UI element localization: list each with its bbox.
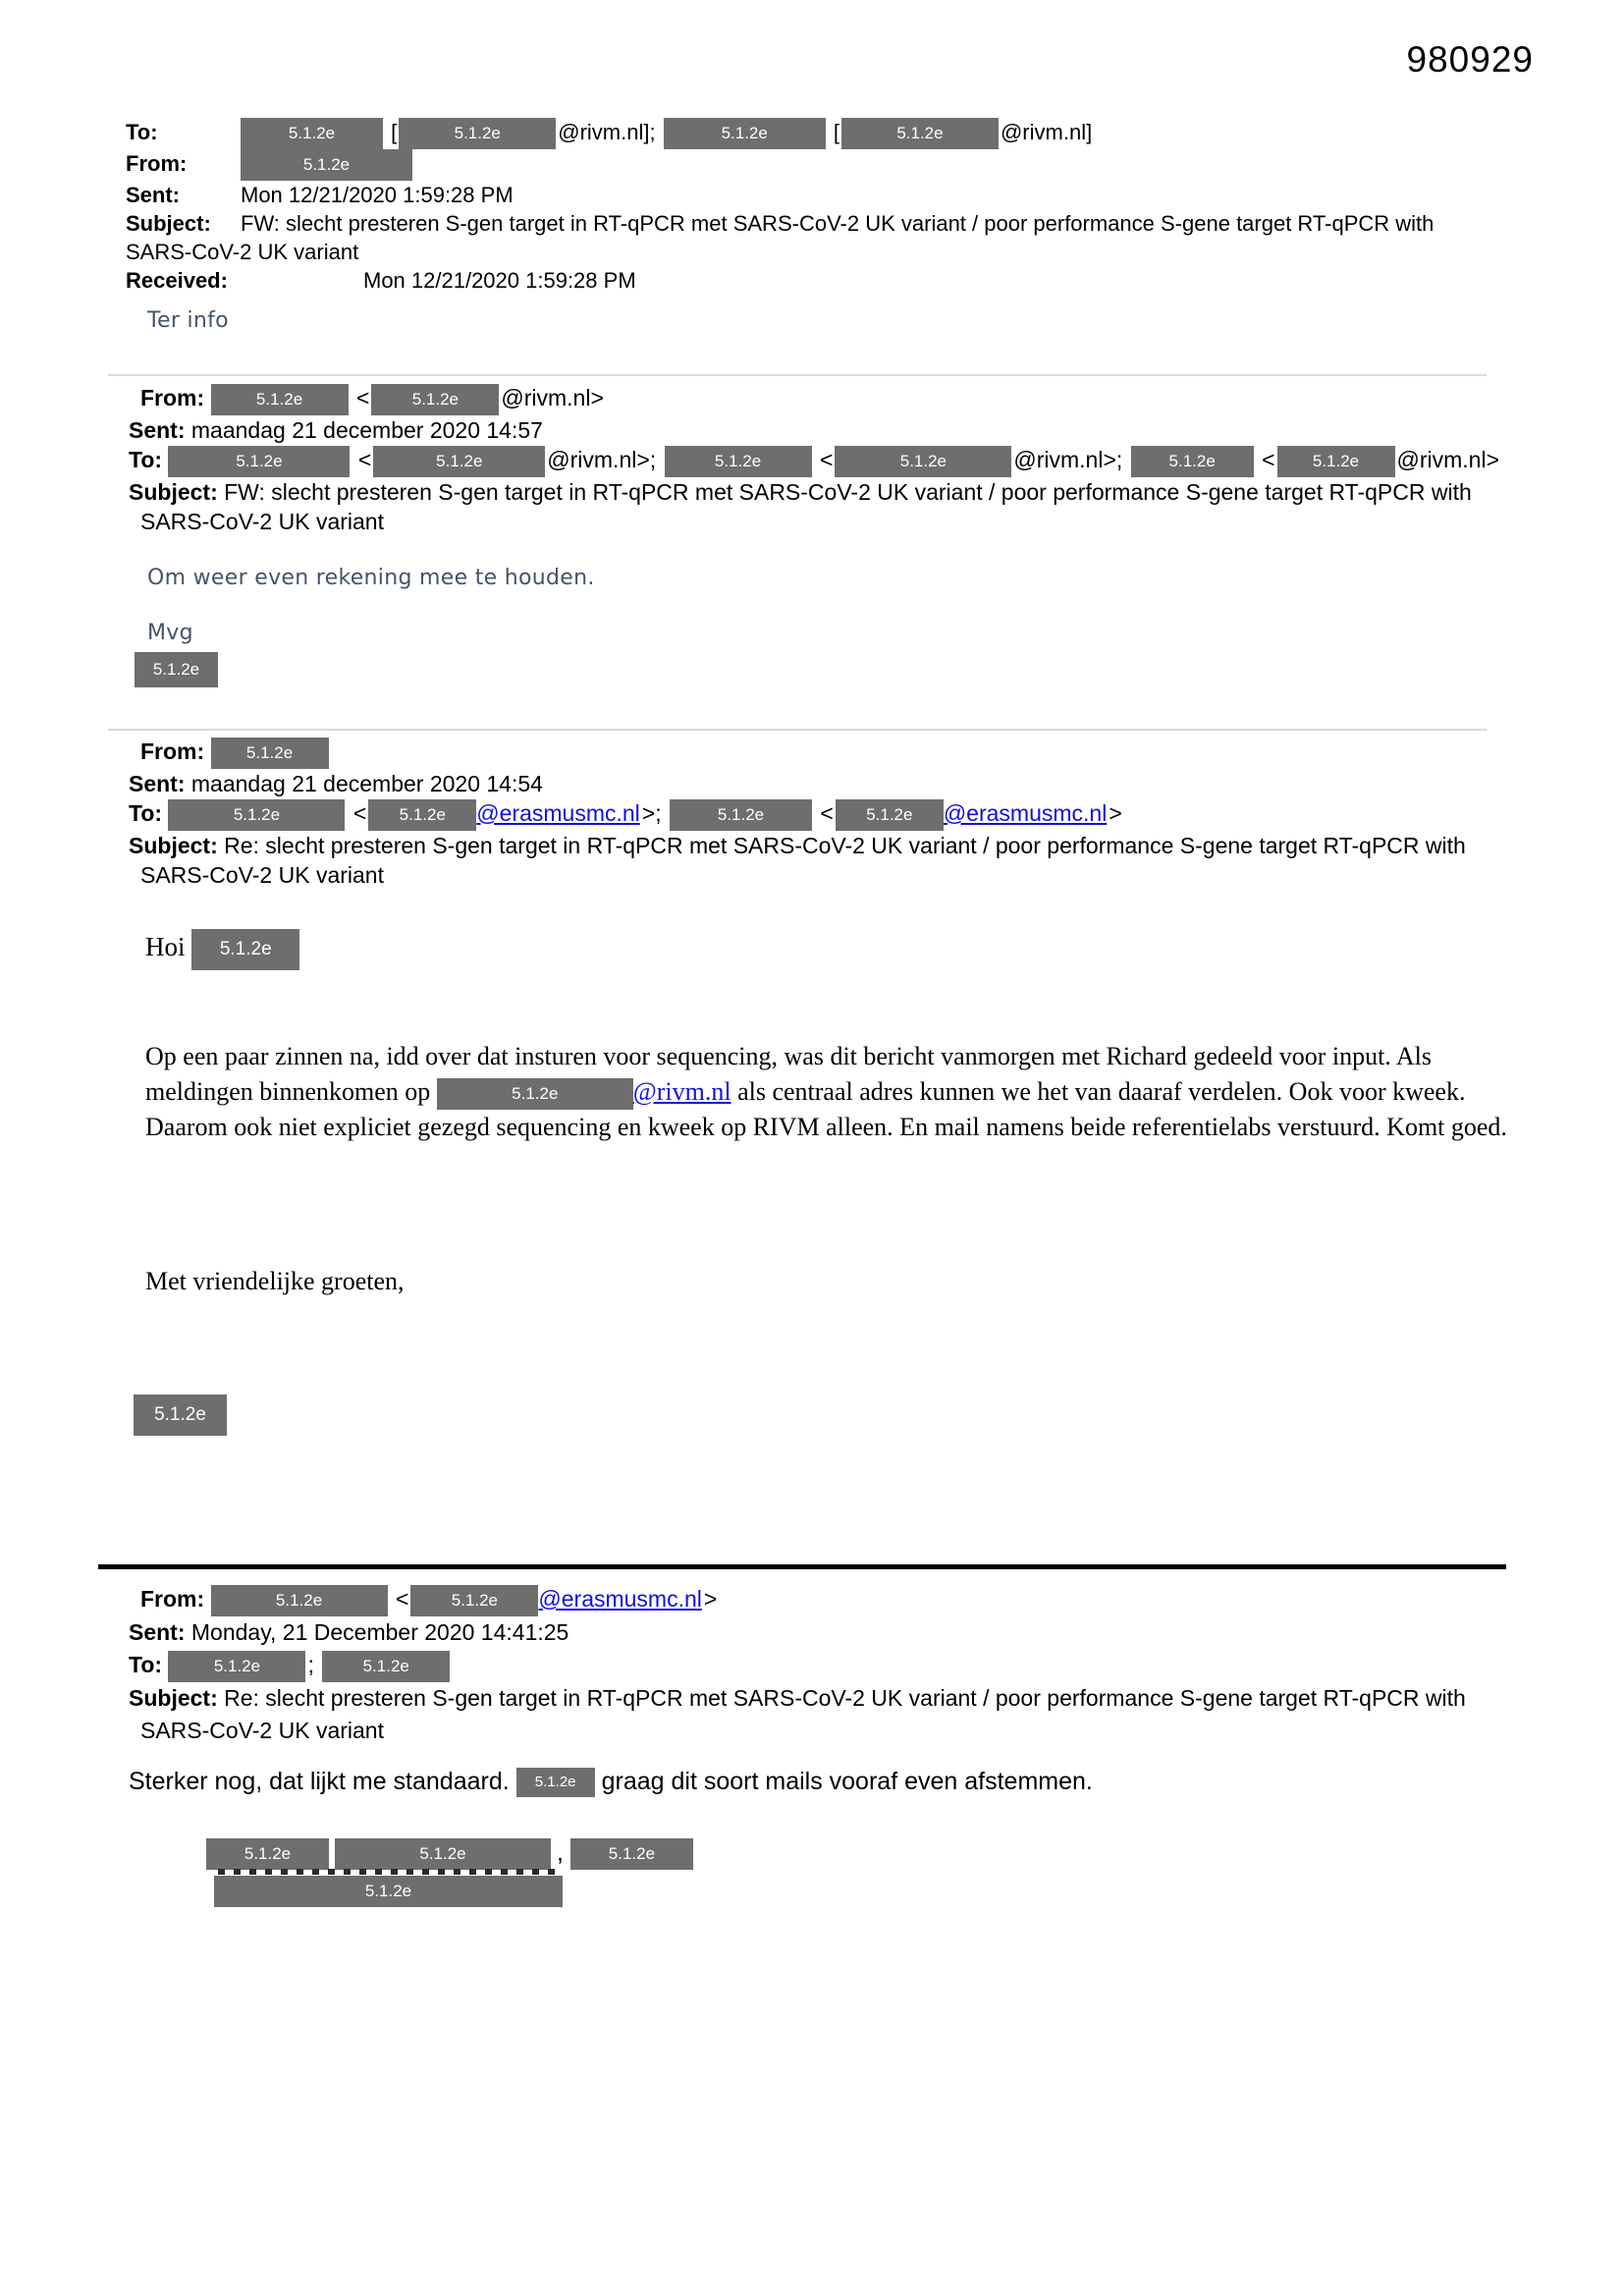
- address-text: >: [703, 1586, 718, 1612]
- from-label: From:: [140, 1586, 205, 1612]
- redaction-block: 5.1.2e: [670, 799, 812, 831]
- redaction-block: 5.1.2e: [134, 1394, 227, 1436]
- erasmusmc-email-link[interactable]: @erasmusmc.nl: [476, 799, 640, 826]
- redaction-block: 5.1.2e: [399, 118, 556, 149]
- greeting-text: Hoi: [145, 932, 186, 962]
- message-body-line: [129, 1768, 1093, 1797]
- address-text: @rivm.nl>;: [547, 446, 657, 472]
- redaction-block: 5.1.2e: [664, 118, 826, 149]
- redaction-block: 5.1.2e: [437, 1078, 633, 1110]
- address-text: >: [1109, 799, 1122, 826]
- address-text: @rivm.nl>: [501, 385, 604, 410]
- subject-label: Subject:: [129, 478, 218, 505]
- address-text: <: [395, 1586, 409, 1612]
- signature-redaction-row: [214, 1876, 563, 1907]
- redaction-block: 5.1.2e: [322, 1651, 450, 1682]
- subject-value: Re: slecht presteren S-gen target in RT-qPCR met SARS-CoV-2 UK variant / poor performance S-gene target RT-qPCR with SARS-CoV-2 UK variant: [140, 1684, 1466, 1743]
- subject-value: Re: slecht presteren S-gen target in RT-qPCR met SARS-CoV-2 UK variant / poor performance S-gene target RT-qPCR with SARS-CoV-2 UK variant: [140, 832, 1466, 888]
- reminder-note: Om weer even rekening mee te houden.: [147, 566, 595, 590]
- signature-redaction-row: [206, 1838, 699, 1870]
- address-text: @rivm.nl>: [1396, 446, 1499, 472]
- erasmusmc-email-link[interactable]: @erasmusmc.nl: [538, 1586, 702, 1612]
- to-row: [126, 118, 1500, 149]
- sent-value: Monday, 21 December 2020 14:41:25: [190, 1618, 569, 1645]
- redaction-block: 5.1.2e: [373, 446, 545, 477]
- subject-label: Subject:: [129, 832, 218, 858]
- body-text: graag dit soort mails vooraf even afstemmen.: [601, 1768, 1093, 1795]
- redaction-block: 5.1.2e: [214, 1876, 563, 1907]
- redaction-block: 5.1.2e: [836, 799, 944, 831]
- redaction-block: 5.1.2e: [168, 446, 350, 477]
- subject-value: FW: slecht presteren S-gen target in RT-qPCR met SARS-CoV-2 UK variant / poor performance S-gene target RT-qPCR with SARS-CoV-2 UK variant: [140, 478, 1472, 534]
- body-text: Sterker nog, dat lijkt me standaard.: [129, 1768, 510, 1795]
- to-label: To:: [126, 120, 158, 144]
- to-label: To:: [129, 446, 163, 472]
- redaction-block: 5.1.2e: [570, 1838, 693, 1870]
- mvg-signoff: Mvg: [147, 621, 193, 645]
- divider-rule: [108, 729, 1487, 731]
- erasmusmc-email-link[interactable]: @erasmusmc.nl: [943, 799, 1108, 826]
- sent-row: [126, 181, 1500, 209]
- email-header-block: [126, 118, 1500, 295]
- redaction-block: 5.1.2e: [1131, 446, 1254, 477]
- sent-row: [129, 769, 1515, 798]
- subject-row: [126, 209, 1500, 266]
- redaction-block: 5.1.2e: [211, 738, 329, 769]
- address-text: @rivm.nl>;: [1013, 446, 1123, 472]
- redaction-block: 5.1.2e: [211, 1585, 388, 1616]
- sent-label: Sent:: [129, 416, 186, 443]
- divider-rule: [108, 374, 1487, 376]
- separator-comma: ,: [557, 1838, 564, 1867]
- subject-row: [129, 1682, 1515, 1747]
- from-row: [129, 383, 1515, 415]
- quoted-message-2-header: [129, 383, 1515, 536]
- divider-rule-dark: [98, 1564, 1506, 1569]
- to-label: To:: [129, 799, 163, 826]
- sent-label: Sent:: [129, 770, 186, 796]
- from-row: [129, 737, 1515, 769]
- sent-value: Mon 12/21/2020 1:59:28 PM: [241, 183, 514, 208]
- body-text: Op een paar zinnen na, idd over dat insturen voor sequencing, was dit bericht vanmorgen met Richard gedeeld voor input. Als meldingen binnenkomen op: [145, 1042, 1432, 1106]
- sent-value: maandag 21 december 2020 14:57: [190, 416, 543, 443]
- sent-label: Sent:: [129, 1618, 186, 1645]
- address-text: <: [819, 446, 834, 472]
- address-text: ;: [307, 1651, 314, 1677]
- sent-row: [129, 415, 1515, 445]
- from-label: From:: [140, 738, 205, 764]
- sent-value: maandag 21 december 2020 14:54: [190, 770, 543, 796]
- from-row: [126, 149, 1500, 181]
- body-text: als centraal adres kunnen we het van daaraf verdelen. Ook voor kweek. Daarom ook niet expliciet gezegd sequencing en kweek op RIVM alleen. En mail namens beide referentielabs verstuurd. Komt goed.: [145, 1077, 1507, 1142]
- from-label: From:: [126, 151, 188, 177]
- quoted-message-3-header: [129, 737, 1515, 890]
- redaction-block: 5.1.2e: [241, 149, 412, 181]
- redaction-block: 5.1.2e: [665, 446, 812, 477]
- subject-label: Subject:: [126, 211, 211, 237]
- address-text: <: [820, 799, 834, 826]
- address-text: [: [391, 120, 398, 144]
- to-row: [129, 445, 1515, 477]
- closing-line: Met vriendelijke groeten,: [145, 1267, 405, 1295]
- to-label: To:: [129, 1651, 163, 1677]
- received-value: Mon 12/21/2020 1:59:28 PM: [363, 268, 636, 294]
- address-text: @rivm.nl];: [558, 120, 656, 144]
- obscured-text-remnant: [218, 1869, 557, 1875]
- received-row: [126, 266, 1500, 295]
- to-row: [129, 798, 1515, 831]
- doc-number: 980929: [1406, 39, 1534, 80]
- from-row: [129, 1583, 1515, 1616]
- redaction-block: 5.1.2e: [835, 446, 1011, 477]
- redaction-block: 5.1.2e: [241, 118, 383, 149]
- signature-redaction: [134, 1394, 227, 1436]
- ter-info-note: Ter info: [147, 308, 229, 333]
- received-label: Received:: [126, 268, 228, 294]
- redaction-block: 5.1.2e: [335, 1838, 551, 1870]
- message-body-paragraph: [145, 1039, 1520, 1145]
- redaction-block: 5.1.2e: [368, 799, 476, 831]
- redaction-block: 5.1.2e: [841, 118, 999, 149]
- subject-row: [129, 831, 1515, 890]
- address-text: [: [833, 120, 839, 144]
- sent-label: Sent:: [126, 183, 180, 208]
- rivm-email-link[interactable]: @rivm.nl: [632, 1077, 731, 1106]
- address-text: <: [352, 799, 367, 826]
- redaction-block: 5.1.2e: [191, 929, 299, 970]
- redaction-block: 5.1.2e: [1277, 446, 1395, 477]
- address-text: @rivm.nl]: [1000, 120, 1093, 144]
- redaction-block: 5.1.2e: [410, 1585, 538, 1616]
- signature-redaction: [135, 652, 218, 687]
- address-text: <: [355, 385, 370, 410]
- redaction-block: 5.1.2e: [135, 652, 218, 687]
- address-text: <: [1262, 446, 1275, 472]
- from-label: From:: [140, 385, 205, 410]
- to-row: [129, 1649, 1515, 1682]
- quoted-message-4-header: [129, 1583, 1515, 1747]
- address-text: >;: [641, 799, 662, 826]
- redaction-block: 5.1.2e: [371, 384, 499, 415]
- redaction-block: 5.1.2e: [168, 799, 345, 831]
- greeting-line: [145, 929, 299, 970]
- sent-row: [129, 1616, 1515, 1649]
- redaction-block: 5.1.2e: [516, 1768, 595, 1797]
- subject-row: [129, 477, 1515, 536]
- address-text: <: [357, 446, 372, 472]
- redaction-block: 5.1.2e: [211, 384, 349, 415]
- redaction-block: 5.1.2e: [206, 1838, 329, 1870]
- subject-label: Subject:: [129, 1684, 218, 1711]
- redaction-block: 5.1.2e: [168, 1651, 305, 1682]
- subject-value: FW: slecht presteren S-gen target in RT-qPCR met SARS-CoV-2 UK variant / poor performance S-gene target RT-qPCR with SARS-CoV-2 UK variant: [126, 211, 1435, 265]
